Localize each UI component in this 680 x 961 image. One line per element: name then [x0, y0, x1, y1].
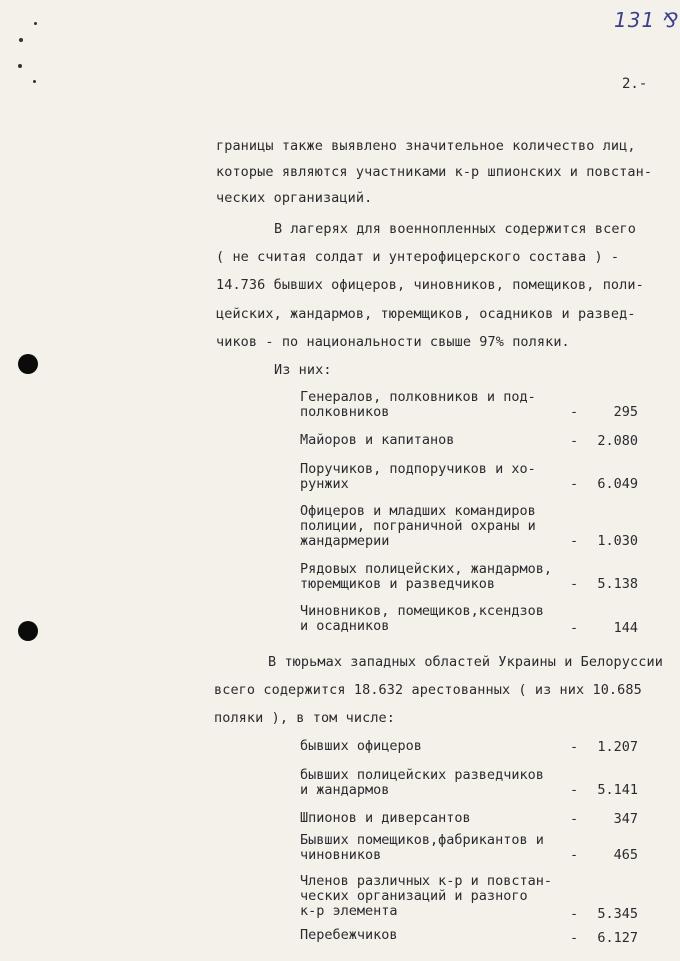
camp-item-label: Майоров и капитанов [300, 432, 455, 448]
paragraph2-line: чиков - по национальности свыше 97% поляки. [216, 334, 570, 350]
camp-item-label: Поручиков, подпоручиков и хо- рунжих [300, 461, 536, 492]
prison-item-label: Бывших помещиков,фабрикантов и чиновников [300, 832, 544, 863]
camp-item-label: Рядовых полицейских, жандармов, тюремщиков и разведчиков [300, 561, 552, 592]
paragraph2-line: 14.736 бывших офицеров, чиновников, помещиков, поли- [216, 277, 644, 293]
paragraph1-line: границы также выявлено значительное количество лиц, [216, 138, 636, 154]
paragraph1-line: ческих организаций. [216, 190, 373, 206]
camp-item-label: Офицеров и младших командиров полиции, пограничной охраны и жандармерии [300, 503, 536, 549]
camp-item-value: 2.080 [597, 433, 638, 449]
camp-item-value: 1.030 [597, 533, 638, 549]
paragraph2-line: В лагерях для военнопленных содержится всего [274, 221, 637, 237]
camp-item-label: Чиновников, помещиков,ксендзов и осадников [300, 603, 544, 634]
camp-item-dash: - [570, 620, 579, 636]
punch-hole-bottom [18, 621, 38, 641]
speck [33, 80, 36, 83]
camp-item-dash: - [570, 433, 579, 449]
list-intro: Из них: [274, 362, 332, 378]
speck [19, 38, 23, 42]
paragraph3-line: всего содержится 18.632 арестованных ( из них 10.685 [214, 682, 642, 698]
prison-item-value: 5.345 [597, 906, 638, 922]
prison-item-dash: - [570, 811, 579, 827]
prison-item-value: 5.141 [597, 782, 638, 798]
camp-item-value: 144 [613, 620, 638, 636]
speck [34, 22, 37, 25]
paragraph3-line: поляки ), в том числе: [214, 710, 396, 726]
camp-item-value: 6.049 [597, 476, 638, 492]
paragraph2-line: цейских, жандармов, тюремщиков, осадников и развед- [216, 306, 636, 322]
paragraph3-line: В тюрьмах западных областей Украины и Белоруссии [268, 654, 663, 670]
camp-item-dash: - [570, 404, 579, 420]
camp-item-dash: - [570, 576, 579, 592]
prison-item-value: 347 [613, 811, 638, 827]
paragraph1-line: которые являются участниками к-р шпионских и повстан- [216, 164, 653, 180]
page-number: 2.- [622, 76, 648, 92]
prison-item-dash: - [570, 906, 579, 922]
archival-number: 131 ⅋ [614, 8, 680, 32]
prison-item-label: Членов различных к-р и повстан- ческих организаций и разного к-р элемента [300, 873, 552, 919]
prison-item-label: Шпионов и диверсантов [300, 810, 471, 826]
camp-item-dash: - [570, 533, 579, 549]
speck [18, 64, 22, 68]
prison-item-label: бывших полицейских разведчиков и жандармов [300, 767, 544, 798]
camp-item-dash: - [570, 476, 579, 492]
prison-item-dash: - [570, 739, 579, 755]
prison-item-dash: - [570, 782, 579, 798]
paragraph2-line: ( не считая солдат и унтерофицерского состава ) - [216, 249, 620, 265]
prison-item-dash: - [570, 930, 579, 946]
prison-item-value: 6.127 [597, 930, 638, 946]
prison-item-dash: - [570, 847, 579, 863]
prison-item-value: 1.207 [597, 739, 638, 755]
prison-item-value: 465 [613, 847, 638, 863]
camp-item-value: 295 [613, 404, 638, 420]
prison-item-label: Перебежчиков [300, 927, 398, 943]
punch-hole-top [18, 354, 38, 374]
camp-item-value: 5.138 [597, 576, 638, 592]
prison-item-label: бывших офицеров [300, 738, 422, 754]
camp-item-label: Генералов, полковников и под- полковников [300, 389, 536, 420]
